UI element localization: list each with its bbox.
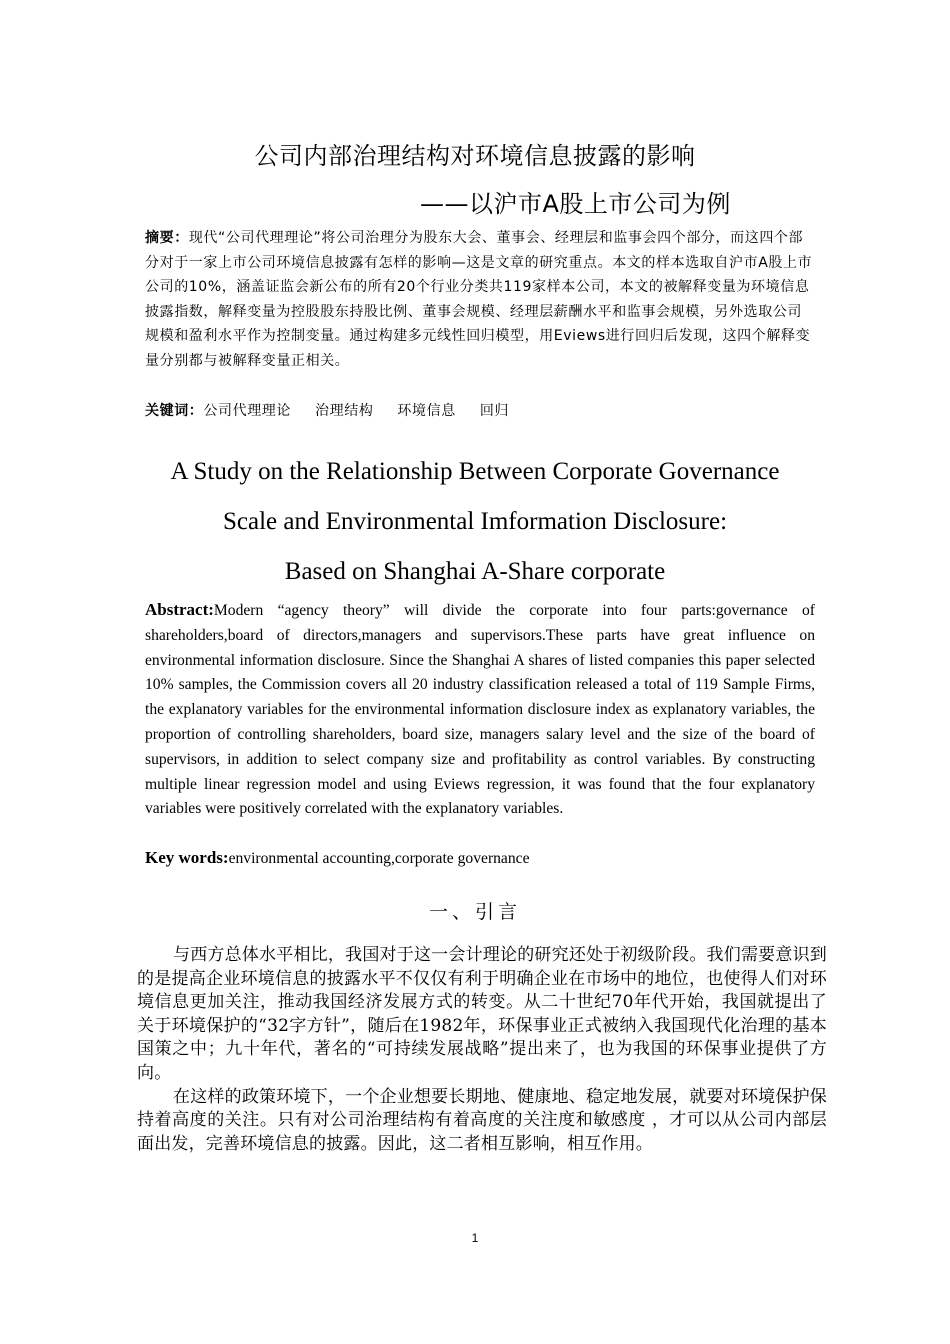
english-title-line: Based on Shanghai A-Share corporate <box>284 558 666 585</box>
english-title-line: Scale and Environmental Imformation Disclosure: <box>222 508 728 535</box>
body-paragraph: 在这样的政策环境下，一个企业想要长期地、健康地、稳定地发展，就要对环境保护保持着高度的关注。只有对公司治理结构有着高度的关注度和敏感度 ，才可以从公司内部层面出发，完善环境信息的披露。因此，这二者相互影响，相互作用。 <box>137 1086 827 1154</box>
body-paragraph: 与西方总体水平相比，我国对于这一会计理论的研究还处于初级阶段。我们需要意识到的是提高企业环境信息的披露水平不仅仅有利于明确企业在市场中的地位，也使得人们对环境信息更加关注，推动我国经济发展方式的转变。从二十世纪70年代开始，我国就提出了关于环境保护的“32字方针”，随后在1982年，环保事业正式被纳入我国现代化治理的基本国策之中；九十年代，著名的“可持续发展战略”提出来了，也为我国的环保事业提供了方向。 <box>137 945 827 1083</box>
section-heading: 一、引言 <box>428 901 521 923</box>
body-text <box>137 944 827 1156</box>
chinese-subtitle: ——以沪市A股上市公司为例 <box>420 190 731 218</box>
english-abstract-label: Abstract: <box>145 600 214 619</box>
chinese-keyword: 环境信息 <box>397 403 456 419</box>
chinese-abstract-label: 摘要： <box>145 230 189 246</box>
english-abstract <box>145 598 815 822</box>
chinese-keyword: 治理结构 <box>315 403 374 419</box>
english-keywords-text: environmental accounting,corporate governance <box>228 850 530 867</box>
chinese-keywords-label: 关键词： <box>145 403 204 419</box>
page-number: 1 <box>471 1231 479 1245</box>
english-keywords <box>145 848 530 868</box>
chinese-title: 公司内部治理结构对环境信息披露的影响 <box>254 142 696 170</box>
chinese-keyword: 回归 <box>479 403 510 419</box>
chinese-abstract-text: 现代“公司代理理论”将公司治理分为股东大会、董事会、经理层和监事会四个部分，而这四个部分对于一家上市公司环境信息披露有怎样的影响—这是文章的研究重点。本文的样本选取自沪市A股上市公司的10%，涵盖证监会新公布的所有20个行业分类共119家样本公司，本文的被解释变量为环境信息披露指数，解释变量为控股股东持股比例、董事会规模、经理层薪酬水平和监事会规模，另外选取公司规模和盈利水平作为控制变量。通过构建多元线性回归模型，用Eviews进行回归后发现，这四个解释变量分别都与被解释变量正相关。 <box>145 230 813 369</box>
english-title-line: A Study on the Relationship Between Corporate Governance <box>170 458 780 485</box>
chinese-keywords <box>145 400 533 420</box>
english-abstract-text: Modern “agency theory” will divide the corporate into four parts:governance of shareholders,board of directors,managers and supervisors.These parts have great influence on environmental information disclosure. Since the Shanghai A shares of listed companies this paper selected 10% samples, the Commission covers all 20 industry classification released a total of 119 Sample Firms, the explanatory variables for the environmental information disclosure index as explanatory variables, the proportion of controlling shareholders, board size, managers salary level and the size of the board of supervisors, in addition to select company size and profitability as control variables. By constructing multiple linear regression model and using Eviews regression, it was found that the four explanatory variables were positively correlated with the explanatory variables. <box>145 602 815 818</box>
english-keywords-label: Key words: <box>145 848 229 867</box>
chinese-abstract <box>145 226 815 373</box>
chinese-keyword: 公司代理理论 <box>203 403 292 419</box>
